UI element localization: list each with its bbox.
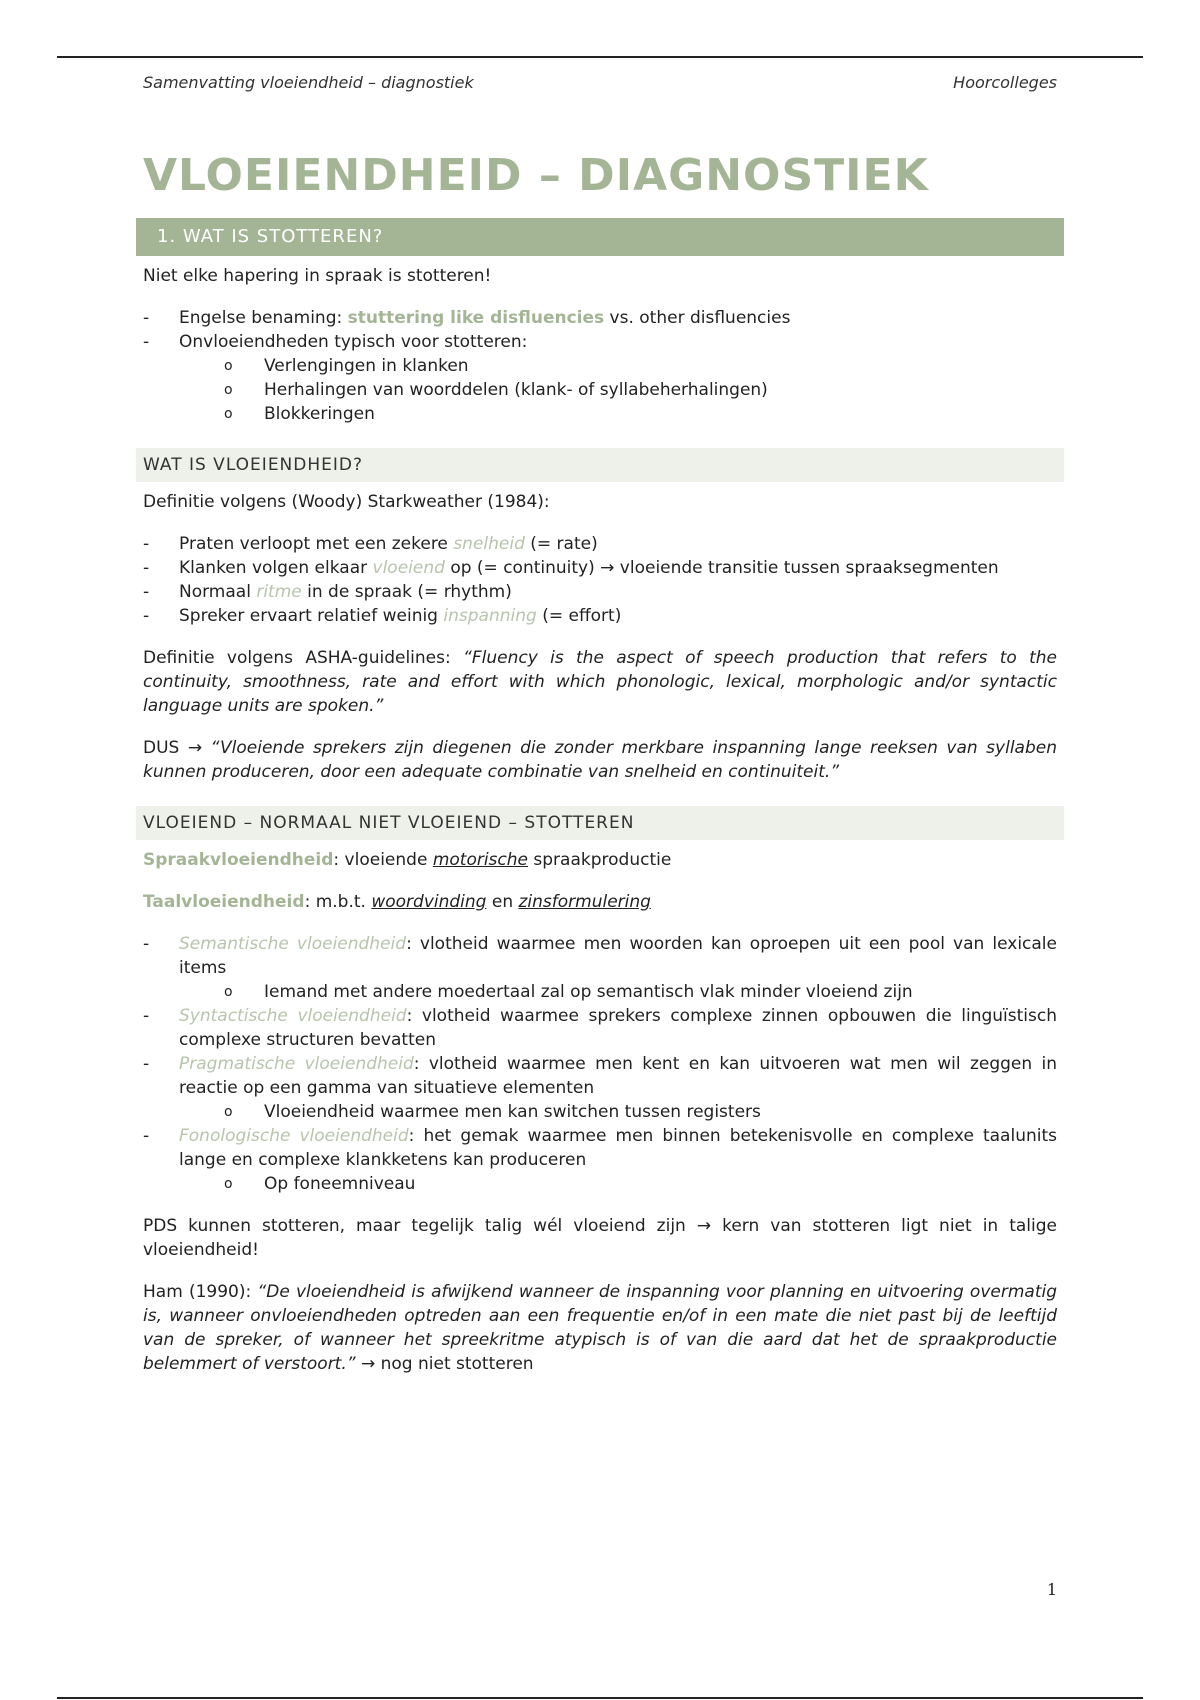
list-item: - Engelse benaming: stuttering like disfluencies vs. other disfluencies bbox=[136, 306, 1064, 330]
sub-list-item: o Iemand met andere moedertaal zal op semantisch vlak minder vloeiend zijn bbox=[179, 980, 1057, 1004]
paragraph-intro: Niet elke hapering in spraak is stotteren! bbox=[143, 266, 492, 286]
sub-list-item: o Blokkeringen bbox=[179, 402, 1057, 426]
section-heading-vloeiend-stotteren: VLOEIEND – NORMAAL NIET VLOEIEND – STOTTEREN bbox=[136, 806, 1064, 840]
section-heading-vloeiendheid: WAT IS VLOEIENDHEID? bbox=[136, 448, 1064, 482]
paragraph-asha-definition: Definitie volgens ASHA-guidelines: “Fluency is the aspect of speech production that refers to the continuity, smoothness, rate and effort with which phonologic, lexical, morphologic and/or syntactic language units are spoken.” bbox=[143, 648, 1057, 716]
sub-list-item: o Op foneemniveau bbox=[179, 1172, 1057, 1196]
list-item: - Fonologische vloeiendheid: het gemak waarmee men binnen betekenisvolle en complexe taalunits lange en complexe klankketens kan produceren o Op foneemniveau bbox=[136, 1124, 1064, 1196]
footer-rule bbox=[57, 1697, 1143, 1699]
sub-list-item: o Vloeiendheid waarmee men kan switchen tussen registers bbox=[179, 1100, 1057, 1124]
paragraph-taalvloeiendheid: Taalvloeiendheid: m.b.t. woordvinding en zinsformulering bbox=[143, 892, 651, 912]
page-number: 1 bbox=[1046, 1580, 1057, 1599]
paragraph-ham: Ham (1990): “De vloeiendheid is afwijkend wanneer de inspanning voor planning en uitvoering overmatig is, wanneer onvloeiendheden optreden aan een frequentie en/of in een mate die niet past bij de leeftijd van de spreker, of wanneer het spreekritme atypisch is of van die aard dat het de spraakproductie belemmert of verstoort.” → nog niet stotteren bbox=[143, 1282, 1057, 1374]
list-item: - Syntactische vloeiendheid: vlotheid waarmee sprekers complexe zinnen opbouwen die linguïstisch complexe structuren bevatten bbox=[136, 1004, 1064, 1052]
list-item: - Onvloeiendheden typisch voor stotteren: o Verlengingen in klanken o Herhalingen van woorddelen (klank- of syllabeherhalingen) o Blokkeringen bbox=[136, 330, 1064, 426]
paragraph-spraakvloeiendheid: Spraakvloeiendheid: vloeiende motorische spraakproductie bbox=[143, 850, 672, 870]
list-item: - Semantische vloeiendheid: vlotheid waarmee men woorden kan oproepen uit een pool van lexicale items o Iemand met andere moedertaal zal op semantisch vlak minder vloeiend zijn bbox=[136, 932, 1064, 1004]
list-item: - Pragmatische vloeiendheid: vlotheid waarmee men kent en kan uitvoeren wat men wil zeggen in reactie op een gamma van situatieve elementen o Vloeiendheid waarmee men kan switchen tussen registers bbox=[136, 1052, 1064, 1124]
document-title: VLOEIENDHEID – DIAGNOSTIEK bbox=[143, 150, 929, 201]
paragraph-definition-intro: Definitie volgens (Woody) Starkweather (1984): bbox=[143, 492, 550, 512]
section-heading-stotteren: 1. WAT IS STOTTEREN? bbox=[136, 218, 1064, 256]
list-item: - Spreker ervaart relatief weinig inspanning (= effort) bbox=[136, 604, 1064, 628]
dash-list-vloeiendheid-types bbox=[136, 932, 1064, 1196]
dash-list-stotteren bbox=[136, 306, 1064, 426]
list-item: - Praten verloopt met een zekere snelheid (= rate) bbox=[136, 532, 1064, 556]
paragraph-pds: PDS kunnen stotteren, maar tegelijk talig wél vloeiend zijn → kern van stotteren ligt niet in talige vloeiendheid! bbox=[143, 1216, 1057, 1260]
header-rule bbox=[57, 56, 1143, 58]
running-header-title: Samenvatting vloeiendheid – diagnostiek bbox=[143, 73, 474, 92]
list-item: - Klanken volgen elkaar vloeiend op (= continuity) → vloeiende transitie tussen spraaksegmenten bbox=[136, 556, 1064, 580]
dash-list-definition bbox=[136, 532, 1064, 628]
sub-list bbox=[179, 980, 1057, 1004]
running-header-section: Hoorcolleges bbox=[953, 73, 1057, 92]
sub-list-item: o Verlengingen in klanken bbox=[179, 354, 1057, 378]
paragraph-dus: DUS → “Vloeiende sprekers zijn diegenen die zonder merkbare inspanning lange reeksen van syllaben kunnen produceren, door een adequate combinatie van snelheid en continuiteit.” bbox=[143, 738, 1057, 782]
sub-list-item: o Herhalingen van woorddelen (klank- of syllabeherhalingen) bbox=[179, 378, 1057, 402]
sub-list bbox=[179, 1172, 1057, 1196]
term-highlight: stuttering like disfluencies bbox=[347, 308, 605, 328]
document-body bbox=[136, 218, 1064, 1376]
sub-list bbox=[179, 354, 1057, 426]
list-item: - Normaal ritme in de spraak (= rhythm) bbox=[136, 580, 1064, 604]
sub-list bbox=[179, 1100, 1057, 1124]
